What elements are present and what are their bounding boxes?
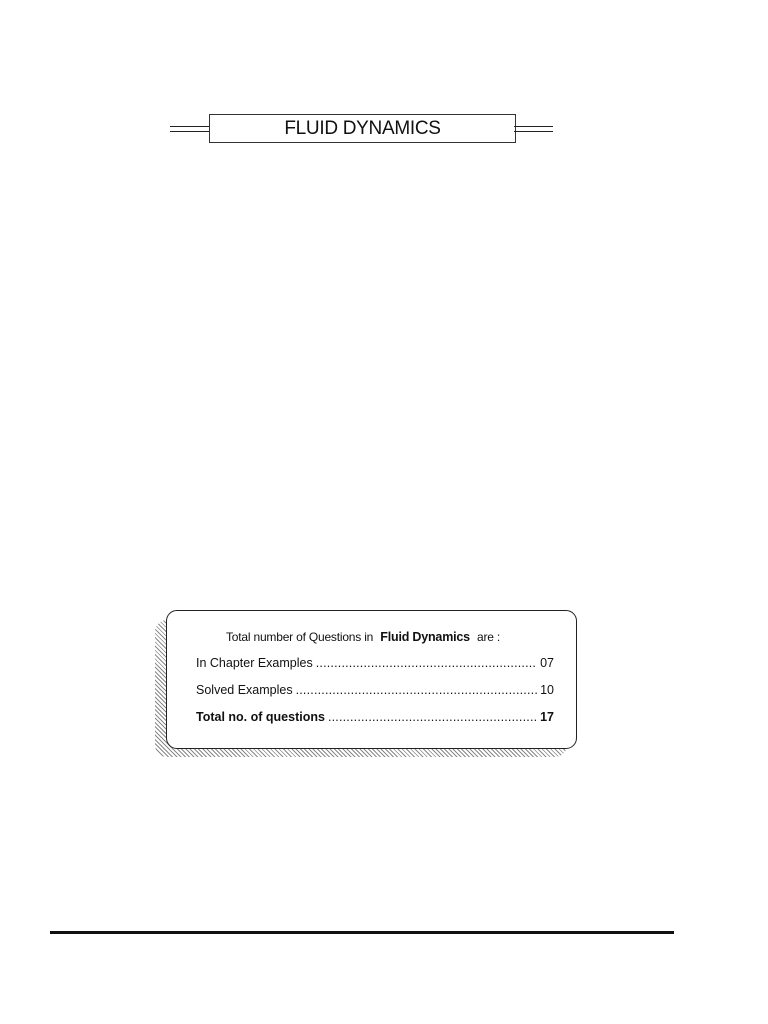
chapter-title: FLUID DYNAMICS	[284, 117, 441, 139]
summary-heading	[226, 630, 500, 644]
dot-leader	[328, 710, 537, 724]
summary-heading-prefix: Total number of Questions in	[226, 630, 374, 644]
summary-row-count: 10	[540, 683, 554, 697]
summary-row-label: Total no. of questions	[196, 710, 325, 724]
summary-row-label: In Chapter Examples	[196, 656, 313, 670]
summary-row-in-chapter	[196, 656, 554, 670]
summary-row-solved	[196, 683, 554, 697]
dot-leader	[316, 656, 537, 670]
summary-heading-suffix: are :	[477, 630, 501, 644]
dot-leader	[296, 683, 538, 697]
title-rule-left	[170, 126, 212, 132]
title-rule-right	[514, 126, 553, 132]
chapter-title-box	[209, 114, 516, 143]
summary-row-count: 07	[540, 656, 554, 670]
summary-row-label: Solved Examples	[196, 683, 293, 697]
summary-row-count: 17	[540, 710, 554, 724]
summary-topic: Fluid Dynamics	[380, 630, 470, 644]
footer-rule	[50, 931, 674, 934]
question-summary-card	[166, 610, 577, 749]
summary-row-total	[196, 710, 554, 724]
